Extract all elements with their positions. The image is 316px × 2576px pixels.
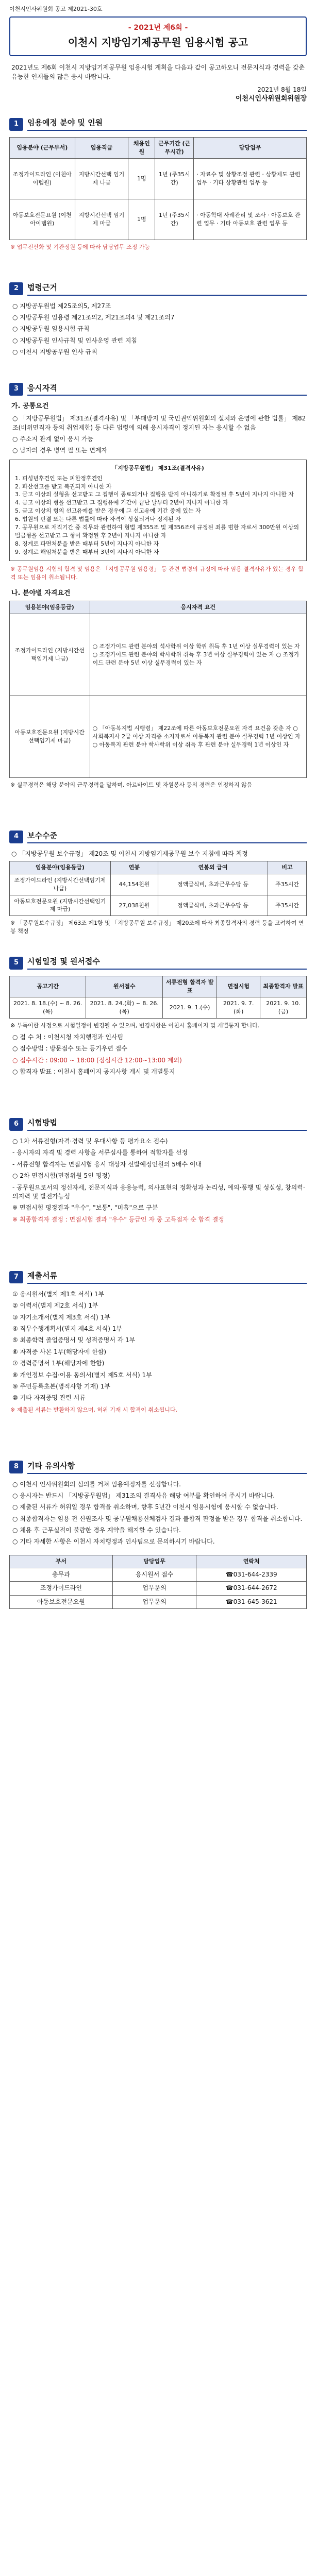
- table-cell: 아동보호전문요원 (이천아이템원): [10, 199, 75, 240]
- table-cell: 응시원서 접수: [112, 1568, 196, 1581]
- section-title: 시험방법: [27, 1117, 307, 1131]
- table-cell: 2021. 8. 18.(수) ~ 8. 26.(목): [10, 997, 86, 1018]
- section-2-header: [9, 282, 307, 296]
- list-item: ⑨ 주민등록초본(병적사항 기재) 1부: [12, 1383, 110, 1391]
- table-cell: 2021. 9. 10.(금): [260, 997, 307, 1018]
- table-cell: 주35시간: [268, 874, 307, 895]
- positions-table: [9, 137, 307, 240]
- warning-note: ※ 공무원임용 시험의 합격 및 임용은 「지방공무원 임용령」 등 관련 법령의 규정에 따라 임용 결격사유가 있는 경우 합격 또는 임용이 취소됩니다.: [10, 565, 304, 581]
- issuer: 이천시인사위원회위원장: [235, 95, 307, 103]
- section-number: 1: [9, 118, 23, 131]
- table-row: [10, 199, 307, 240]
- list-item: ○ 1차 서류전형(자격·경력 및 우대사항 등 평가요소 점수): [12, 1138, 168, 1145]
- list-item: ○ 이천시 인사위원회의 심의를 거쳐 임용예정자를 선정합니다.: [12, 1480, 181, 1488]
- list-item: 4. 금고 이상의 형을 선고받고 그 집행유예 기간이 끝난 날부터 2년이 지나지 아니한 자: [15, 499, 228, 506]
- table-header: 연봉외 급여: [158, 861, 268, 874]
- table-cell: · 아동학대 사례관리 및 조사 · 아동보호 관련 업무 · 기타 아동보호 관련 업무 등: [194, 199, 307, 240]
- contact-phone: ☎031-644-2339: [196, 1568, 307, 1581]
- table-header: 임용분야(임용등급): [10, 861, 111, 874]
- table-cell: 1명: [128, 199, 155, 240]
- table-row: [10, 1595, 307, 1608]
- table-header: 공고기간: [10, 976, 86, 997]
- list-item: 9. 징계로 해임처분을 받은 때부터 3년이 지나지 아니한 자: [15, 549, 159, 556]
- list-item: ① 응시원서(별지 제1호 서식) 1부: [12, 1290, 105, 1298]
- table-cell: 아동보호전문요원: [10, 1595, 113, 1608]
- table-cell: 2021. 9. 1.(수): [162, 997, 217, 1018]
- list-item: 6. 법원의 판결 또는 다른 법률에 따라 자격이 상실되거나 정지된 자: [15, 516, 181, 523]
- list-item: ※ 최종합격자 결정 : 면접시험 결과 "우수" 등급인 자 중 고득점자 순 합격 결정: [12, 1215, 224, 1223]
- section-title: 제출서류: [27, 1270, 307, 1284]
- list-item: ○ 제출된 서류가 허위일 경우 합격을 취소하며, 향후 5년간 이천시 임용시험에 응시할 수 없습니다.: [12, 1503, 278, 1511]
- section-3-header: [9, 383, 307, 396]
- contacts-table: [9, 1555, 307, 1609]
- section-4-header: [9, 831, 307, 844]
- contact-phone: ☎031-644-2672: [196, 1582, 307, 1595]
- page-title: 이천시 지방임기제공무원 임용시험 공고: [68, 36, 248, 49]
- table-cell: 총무과: [10, 1568, 113, 1581]
- list-item: 3. 금고 이상의 실형을 선고받고 그 집행이 종료되거나 집행을 받지 아니하기로 확정된 후 5년이 지나지 아니한 자: [15, 491, 294, 498]
- list-item: 5. 금고 이상의 형의 선고유예를 받은 경우에 그 선고유예 기간 중에 있는 자: [15, 507, 201, 515]
- section-8-header: [9, 1461, 307, 1474]
- table-cell: 2021. 9. 7.(화): [217, 997, 260, 1018]
- section-title: 법령근거: [27, 282, 307, 296]
- publication-number: 이천시인사위원회 공고 제2021-30호: [9, 6, 103, 12]
- list-item: ⑩ 기타 자격증명 관련 서류: [12, 1394, 86, 1402]
- list-item: ⑧ 개인정보 수집·이용 동의서(별지 제5호 서식) 1부: [12, 1371, 152, 1379]
- documents-note: ※ 제출된 서류는 반환하지 않으며, 허위 기재 시 합격이 취소됩니다.: [10, 1406, 177, 1413]
- list-item: ○ 지방공무원법 제25조의5, 제27조: [12, 302, 111, 310]
- other-notes-list: [9, 1480, 307, 1547]
- list-item: ② 이력서(별지 제2호 서식) 1부: [12, 1302, 98, 1310]
- table-cell: 업무문의: [112, 1595, 196, 1608]
- section-number: 2: [9, 282, 23, 295]
- list-item: ○ 접수시간 : 09:00 ~ 18:00 (점심시간 12:00~13:00 제외): [12, 1056, 182, 1064]
- box-title: 「지방공무원법」 제31조(결격사유): [112, 464, 204, 471]
- list-item: - 서류전형 합격자는 면접시험 응시 대상자 선발예정인원의 5배수 이내: [12, 1160, 202, 1168]
- table-header: 응시자격 요건: [90, 601, 306, 614]
- table-cell: 1년 (주35시간): [155, 199, 194, 240]
- schedule-table: [9, 976, 307, 1019]
- list-item: 7. 공무원으로 재직기간 중 직무와 관련하여 형법 제355조 및 제356조에 규정된 죄를 범한 자로서 300만원 이상의 벌금형을 선고받고 그 형이 확정된 후 2년이 지나지 아니한 자: [15, 524, 299, 539]
- subsection-title: 나. 분야별 자격요건: [11, 589, 71, 597]
- table-header: 비고: [268, 861, 307, 874]
- table-cell: 아동보호전문요원 (지방시간선택임기제 마급): [10, 696, 90, 777]
- salary-table: [9, 861, 307, 917]
- list-item: ○ 최종합격자는 임용 전 신원조사 및 공무원채용신체검사 결과 불합격 판정을 받은 경우 합격을 취소합니다.: [12, 1515, 303, 1522]
- schedule-note: ※ 부득이한 사정으로 시험일정이 변경될 수 있으며, 변경사항은 이천시 홈페이지 및 개별통지 합니다.: [10, 1022, 260, 1029]
- list-item: ⑦ 경력증명서 1부(해당자에 한함): [12, 1360, 105, 1367]
- requirements-table: [9, 601, 307, 778]
- table-cell: 44,154천원: [110, 874, 158, 895]
- table-cell: 27,038천원: [110, 895, 158, 916]
- section-title: 응시자격: [27, 383, 307, 396]
- table-cell: 업무문의: [112, 1582, 196, 1595]
- table-cell: 조정가이드라인: [10, 1582, 113, 1595]
- table-header: 채용인원: [128, 138, 155, 159]
- section-number: 5: [9, 957, 23, 970]
- list-item: ○ 접수방법 : 방문접수 또는 등기우편 접수: [12, 1045, 127, 1053]
- requirements-note: ※ 실무경력은 해당 분야의 근무경력을 말하며, 아르바이트 및 자원봉사 등의 경력은 인정하지 않음: [10, 781, 253, 788]
- positions-note: ※ 업무전산화 및 기관정원 등에 따라 담당업무 조정 가능: [10, 243, 150, 250]
- list-item: ○ 지방공무원 인사규칙 및 인사운영 관련 지침: [12, 336, 138, 344]
- title-sub: - 2021년 제6회 -: [128, 23, 188, 32]
- list-item: ③ 자기소개서(별지 제3호 서식) 1부: [12, 1313, 110, 1321]
- list-item: - 응시자의 자격 및 경력 사항을 서류심사를 통하여 적합자를 선정: [12, 1149, 188, 1157]
- list-item: ○ 접 수 처 : 이천시청 자치행정과 인사팀: [12, 1033, 124, 1041]
- table-header: 연락처: [196, 1555, 307, 1568]
- exam-method-list: [9, 1137, 307, 1224]
- table-row: [10, 158, 307, 199]
- table-header: 부서: [10, 1555, 113, 1568]
- intro-text: 2021년도 제6회 이천시 지방임기제공무원 임용시험 계획을 다음과 같이 공고하오니 전문지식과 경력을 갖춘 유능한 인재들의 많은 응시 바랍니다.: [11, 64, 305, 80]
- section-title: 기타 유의사항: [27, 1461, 307, 1474]
- list-item: - 공무원으로서의 정신자세, 전문지식과 응용능력, 의사표현의 정확성과 논리성, 예의·품행 및 성실성, 창의력·의지력 및 발전가능성: [12, 1183, 305, 1200]
- list-item: ○ 응시자는 반드시 「지방공무원법」 제31조의 결격사유 해당 여부를 확인하여 주시기 바랍니다.: [12, 1492, 275, 1499]
- list-item: ⑥ 자격증 사본 1부(해당자에 한함): [12, 1348, 107, 1355]
- table-cell: 정액급식비, 초과근무수당 등: [158, 874, 268, 895]
- table-cell: 정액급식비, 초과근무수당 등: [158, 895, 268, 916]
- table-header: 담당업무: [194, 138, 307, 159]
- table-header: 연봉: [110, 861, 158, 874]
- table-cell: ○ 조정가이드 관련 분야의 석사학위 이상 학위 취득 후 1년 이상 실무경력이 있는 자 ○ 조정가이드 관련 분야의 학사학위 취득 후 3년 이상 실무경력이 있는 자 ○ 조정가이드 관련 분야 5년 이상 실무경력이 있는 자: [90, 614, 306, 696]
- table-cell: 조정가이드라인 (이천아이템원): [10, 158, 75, 199]
- section-number: 6: [9, 1118, 23, 1131]
- table-row: [10, 895, 307, 916]
- table-cell: 1년 (주35시간): [155, 158, 194, 199]
- table-cell: 지방시간선택 임기제 나급: [75, 158, 128, 199]
- list-item: ○ 지방공무원 임용시험 규칙: [12, 325, 90, 333]
- table-row: [10, 997, 307, 1018]
- list-item: ○ 남자의 경우 병역 필 또는 면제자: [12, 447, 108, 454]
- table-cell: 주35시간: [268, 895, 307, 916]
- list-item: ※ 면접시험 평정결과 "우수", "보통", "미흡"으로 구분: [12, 1204, 158, 1212]
- section-1-header: [9, 117, 307, 131]
- table-cell: 지방시간선택 임기제 마급: [75, 199, 128, 240]
- notice-date: 2021년 8월 18일: [257, 86, 307, 94]
- title-box: [9, 16, 307, 56]
- list-item: 1. 피성년후견인 또는 피한정후견인: [15, 474, 103, 482]
- table-cell: ○ 「아동복지법 시행령」 제22조에 따른 아동보호전문요원 자격 요건을 갖춘 자 ○ 사회복지사 2급 이상 자격증 소지자로서 아동복지 관련 분야 실무경력 1년 이상인 자 ○ 아동복지 관련 분야 학사학위 이상 취득 후 관련 분야 실무경력 1년 이상인 자: [90, 696, 306, 777]
- table-header: 면접시험: [217, 976, 260, 997]
- list-item: ○ 채용 후 근무실적이 불량한 경우 계약을 해지할 수 있습니다.: [12, 1527, 181, 1534]
- list-item: ○ 기타 자세한 사항은 이천시 자치행정과 인사팀으로 문의하시기 바랍니다.: [12, 1538, 215, 1546]
- section-title: 시험일정 및 원서접수: [27, 956, 307, 970]
- list-item: ○ 「지방공무원법」 제31조(결격사유) 및 「부패방지 및 국민권익위원회의 설치와 운영에 관한 법률」 제82조(비위면직자 등의 취업제한) 등 다른 법령에 의해 응시자격이 정지된 자는 응시할 수 없음: [12, 415, 306, 431]
- list-item: ○ 이천시 지방공무원 인사 규칙: [12, 348, 97, 356]
- list-item: ○ 주소지 관계 없이 응시 가능: [12, 435, 94, 443]
- legal-basis-list: [9, 302, 307, 357]
- disqualification-box: [9, 460, 307, 561]
- section-7-header: [9, 1270, 307, 1284]
- table-header: 원서접수: [86, 976, 162, 997]
- section-title: 보수수준: [27, 831, 307, 844]
- list-item: ④ 직무수행계획서(별지 제4호 서식) 1부: [12, 1325, 122, 1333]
- table-cell: 조정가이드라인 (지방시간선택임기제 나급): [10, 614, 90, 696]
- table-cell: · 자료수 및 상황조정 관련 · 상황제도 관련 업무 · 기타 상황관련 업무 등: [194, 158, 307, 199]
- table-row: [10, 614, 307, 696]
- table-row: [10, 1568, 307, 1581]
- table-header: 최종합격자 발표: [260, 976, 307, 997]
- list-item: ⑤ 최종학력 졸업증명서 및 성적증명서 각 1부: [12, 1336, 136, 1344]
- table-cell: 1명: [128, 158, 155, 199]
- list-item: ○ 지방공무원 임용령 제21조의2, 제21조의4 및 제21조의7: [12, 313, 175, 321]
- documents-list: [9, 1290, 307, 1403]
- section-number: 4: [9, 831, 23, 843]
- table-cell: 아동보호전문요원 (지방시간선택임기제 마급): [10, 895, 111, 916]
- salary-intro: ○ 「지방공무원 보수규정」 제20조 및 이천시 지방임기제공무원 보수 지침에 따라 책정: [11, 850, 248, 858]
- section-title: 임용예정 분야 및 인원: [27, 117, 307, 131]
- table-header: 담당업무: [112, 1555, 196, 1568]
- table-row: [10, 874, 307, 895]
- table-header: 서류전형 합격자 발표: [162, 976, 217, 997]
- table-cell: 조정가이드라인 (지방시간선택임기제 나급): [10, 874, 111, 895]
- common-requirements: [9, 414, 307, 455]
- list-item: 8. 징계로 파면처분을 받은 때부터 5년이 지나지 아니한 자: [15, 540, 159, 548]
- table-header: 임용분야(임용등급): [10, 601, 90, 614]
- table-row: [10, 696, 307, 777]
- section-number: 3: [9, 383, 23, 396]
- section-number: 7: [9, 1271, 23, 1284]
- contact-phone: ☎031-645-3621: [196, 1595, 307, 1608]
- section-number: 8: [9, 1461, 23, 1473]
- table-row: [10, 1582, 307, 1595]
- subsection-title: 가. 공통요건: [11, 402, 49, 411]
- salary-note: ※ 「공무원보수규정」 제63조 제1항 및 「지방공무원 보수규정」 제20조에 따라 최종합격자의 경력 등을 고려하여 연봉 책정: [10, 920, 304, 935]
- table-cell: 2021. 8. 24.(화) ~ 8. 26.(목): [86, 997, 162, 1018]
- list-item: 2. 파산선고를 받고 복권되지 아니한 자: [15, 483, 112, 490]
- section-6-header: [9, 1117, 307, 1131]
- list-item: ○ 합격자 발표 : 이천시 홈페이지 공지사항 게시 및 개별통지: [12, 1067, 175, 1075]
- section-5-header: [9, 956, 307, 970]
- list-item: ○ 2차 면접시험(면접위원 5인 평정): [12, 1172, 110, 1180]
- table-header: 임용분야 (근무부서): [10, 138, 75, 159]
- application-method-list: [9, 1033, 307, 1077]
- table-header: 임용직급: [75, 138, 128, 159]
- table-header: 근무기간 (근무시간): [155, 138, 194, 159]
